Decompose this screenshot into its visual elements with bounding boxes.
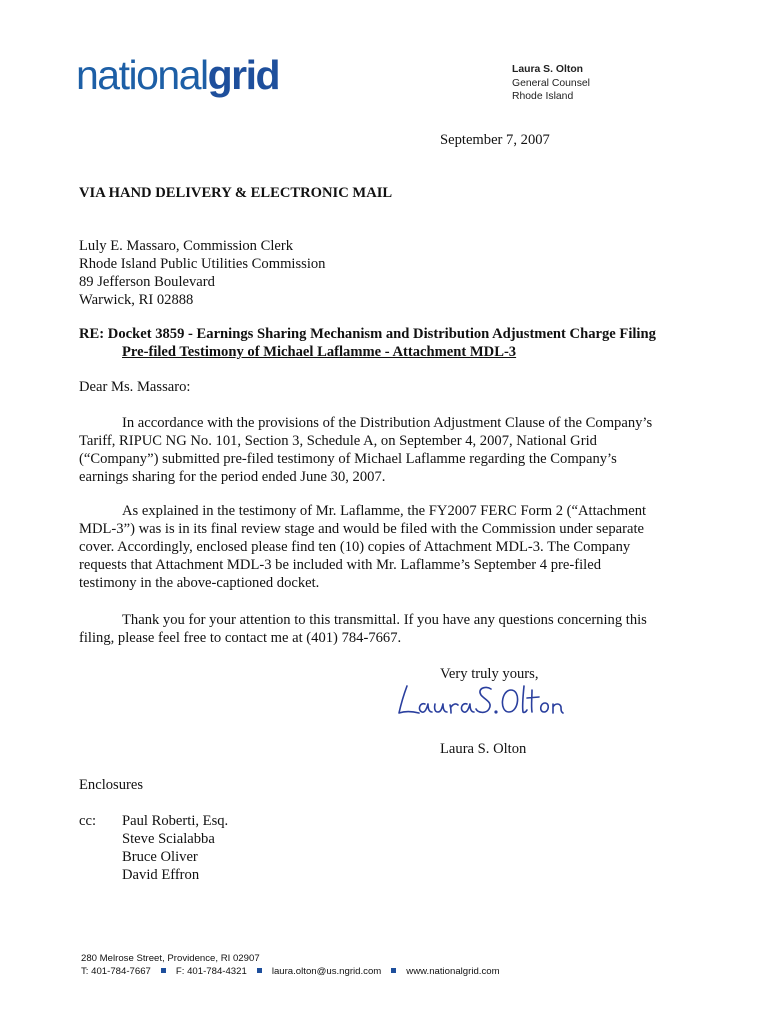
sender-region: Rhode Island [512, 91, 574, 102]
paragraph-line: requests that Attachment MDL-3 be included with Mr. Laflamme’s September 4 pre-filed [79, 557, 601, 573]
footer [81, 953, 500, 978]
recipient-line: 89 Jefferson Boulevard [79, 274, 215, 290]
sender-title: General Counsel [512, 77, 590, 89]
sender-block [512, 63, 590, 104]
cc-list [122, 812, 228, 884]
paragraph-line: testimony in the above-captioned docket. [79, 575, 320, 591]
body-paragraph-3 [79, 611, 679, 647]
footer-website: www.nationalgrid.com [406, 965, 500, 977]
company-logo [76, 52, 279, 98]
logo-text-grid: grid [207, 52, 280, 98]
logo-text-national: national [76, 52, 208, 98]
footer-address: 280 Melrose Street, Providence, RI 02907 [81, 953, 260, 964]
signer-name: Laura S. Olton [440, 741, 527, 757]
closing: Very truly yours, [440, 666, 539, 682]
cc-recipient: Paul Roberti, Esq. [122, 813, 229, 829]
footer-phone: T: 401-784-7667 [81, 965, 151, 977]
salutation: Dear Ms. Massaro: [79, 379, 191, 395]
paragraph-line: cover. Accordingly, enclosed please find ten (10) copies of Attachment MDL-3. The Company [79, 539, 631, 555]
cc-recipient: Bruce Oliver [122, 849, 198, 865]
subject-line [79, 325, 656, 361]
cc-recipient: David Effron [122, 867, 200, 883]
square-bullet-icon [161, 968, 166, 973]
enclosures-note: Enclosures [79, 777, 144, 793]
square-bullet-icon [391, 968, 396, 973]
paragraph-line: As explained in the testimony of Mr. Laflamme, the FY2007 FERC Form 2 (“Attachment [122, 503, 647, 519]
subject-line-2: Pre-filed Testimony of Michael Laflamme - Attachment MDL-3 [122, 344, 517, 360]
recipient-line: Luly E. Massaro, Commission Clerk [79, 238, 294, 254]
subject-line-1: RE: Docket 3859 - Earnings Sharing Mechanism and Distribution Adjustment Charge Filing [79, 326, 656, 342]
cc-recipient: Steve Scialabba [122, 831, 215, 847]
sender-name: Laura S. Olton [512, 64, 584, 75]
body-paragraph-1 [79, 414, 679, 486]
footer-contacts [81, 966, 500, 979]
cc-label: cc: [79, 813, 97, 829]
body-paragraph-2 [79, 502, 679, 592]
paragraph-line: In accordance with the provisions of the Distribution Adjustment Clause of the Company’s [122, 415, 653, 431]
letter-date: September 7, 2007 [440, 132, 550, 148]
delivery-method: VIA HAND DELIVERY & ELECTRONIC MAIL [79, 185, 393, 201]
footer-email: laura.olton@us.ngrid.com [271, 965, 382, 977]
paragraph-line: filing, please feel free to contact me at (401) 784-7667. [79, 630, 402, 646]
recipient-line: Rhode Island Public Utilities Commission [79, 256, 326, 272]
handwritten-signature [395, 680, 570, 722]
footer-fax: F: 401-784-4321 [175, 965, 247, 977]
paragraph-line: Thank you for your attention to this transmittal. If you have any questions concerning this [122, 612, 647, 628]
paragraph-line: MDL-3”) was is in its final review stage and would be filed with the Commission under separate [79, 521, 644, 537]
paragraph-line: earnings sharing for the period ended June 30, 2007. [79, 469, 386, 485]
paragraph-line: (“Company”) submitted pre-filed testimony of Michael Laflamme regarding the Company’s [79, 451, 617, 467]
square-bullet-icon [257, 968, 262, 973]
recipient-address [79, 237, 325, 309]
recipient-line: Warwick, RI 02888 [79, 292, 194, 308]
paragraph-line: Tariff, RIPUC NG No. 101, Section 3, Schedule A, on September 4, 2007, National Grid [79, 433, 597, 449]
